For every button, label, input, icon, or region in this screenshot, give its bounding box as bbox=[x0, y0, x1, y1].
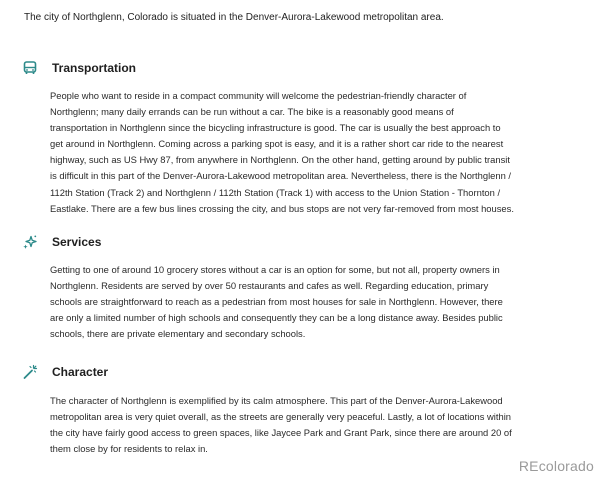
section-heading-transportation bbox=[22, 60, 136, 76]
intro-text: The city of Northglenn, Colorado is situated in the Denver-Aurora-Lakewood metropolitan area. bbox=[24, 12, 444, 23]
section-paragraph-character bbox=[50, 393, 582, 457]
paragraph-line: 112th Station (Track 2) and Northglenn / 112th Station (Track 1) with access to the Union Station - Thornton / bbox=[50, 186, 501, 198]
magic-wand-icon bbox=[22, 364, 38, 380]
watermark: REcolorado bbox=[518, 458, 594, 474]
paragraph-line: highway, such as US Hwy 87, from anywhere in Northglenn. On the other hand, getting around by public transit bbox=[50, 154, 510, 166]
paragraph-line: the city have fairly good access to green spaces, like Jaycee Park and Grant Park, since there are around 20 of bbox=[50, 427, 512, 439]
sparkle-icon bbox=[22, 234, 38, 250]
paragraph-line: Northglenn; many daily errands can be run without a car. The bike is a reasonably good means of bbox=[50, 106, 454, 118]
paragraph-line: get around in Northglenn. Coming across a parking spot is easy, and it is a rather short car ride to the nearest bbox=[50, 138, 504, 150]
section-title: Services bbox=[52, 235, 102, 249]
paragraph-line: The character of Northglenn is exemplified by its calm atmosphere. This part of the Denver-Aurora-Lakewood bbox=[50, 395, 503, 406]
paragraph-line: People who want to reside in a compact community will welcome the pedestrian-friendly character of bbox=[50, 90, 467, 101]
paragraph-line: Getting to one of around 10 grocery stores without a car is an option for some, but not all, property owners in bbox=[50, 264, 500, 275]
section-title: Transportation bbox=[52, 61, 137, 75]
paragraph-line: are only a limited number of high schools and consequently they can be a long distance away. Besides public bbox=[50, 312, 503, 324]
paragraph-line: schools, there are private elementary and secondary schools. bbox=[50, 328, 306, 340]
paragraph-line: metropolitan area is very quiet overall, as the streets are generally very peaceful. Lastly, a lot of locations within bbox=[50, 411, 511, 423]
paragraph-line: schools are straightforward to reach as a pedestrian from most houses for sale in Northglenn. However, there bbox=[50, 296, 503, 308]
bus-icon bbox=[22, 60, 38, 76]
paragraph-line: Eastlake. There are a few bus lines crossing the city, and bus stops are not very far-removed from most houses. bbox=[50, 202, 514, 214]
section-heading-character bbox=[22, 364, 108, 380]
paragraph-line: transportation in Northglenn since the bicycling infrastructure is good. The car is usually the best approach to bbox=[50, 122, 501, 134]
section-title: Character bbox=[52, 365, 109, 379]
section-heading-services bbox=[22, 234, 101, 250]
paragraph-line: Northglenn. Residents are served by over 50 restaurants and cafes as well. Regarding education, primary bbox=[50, 280, 489, 292]
section-paragraph-services bbox=[50, 262, 582, 342]
paragraph-line: them close by for residents to relax in. bbox=[50, 443, 208, 455]
section-paragraph-transportation bbox=[50, 88, 582, 217]
paragraph-line: is difficult in this part of the Denver-Aurora-Lakewood metropolitan area. Nevertheless, there is the Northglenn / bbox=[50, 170, 511, 182]
